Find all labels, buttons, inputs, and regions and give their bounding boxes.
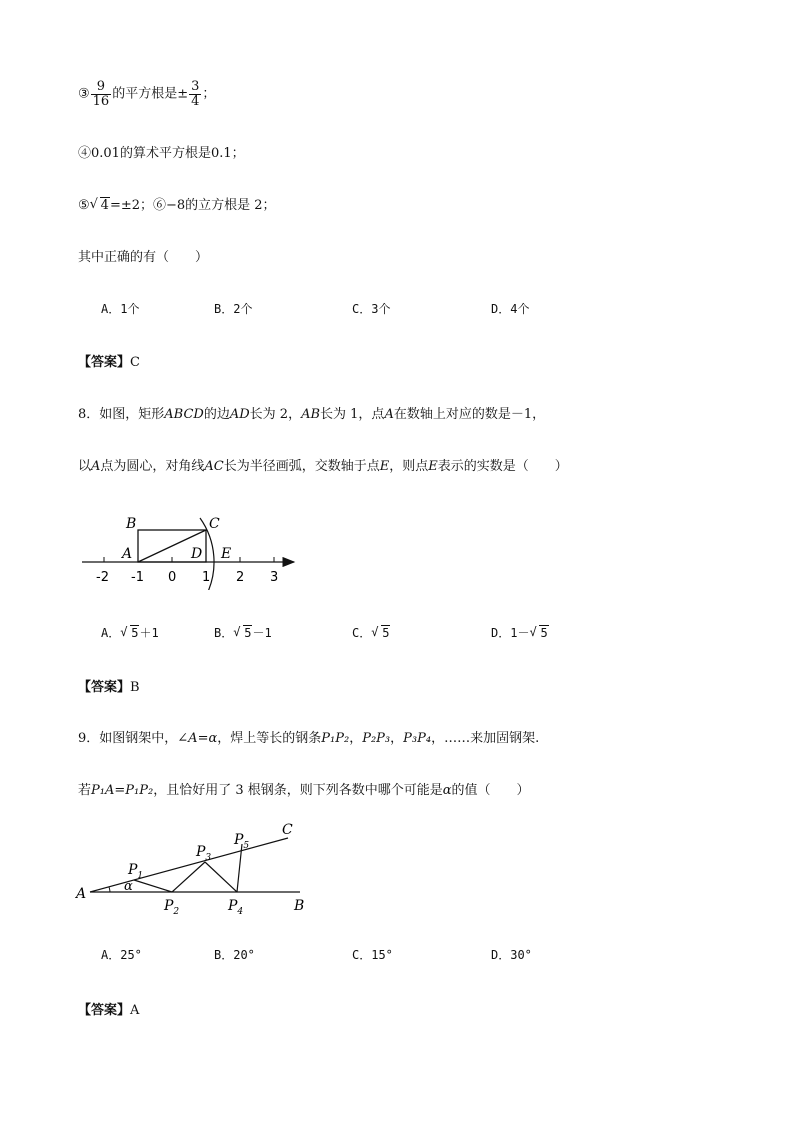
- q9-answer: 【答案】A: [78, 1003, 140, 1018]
- bar-p1p2: [134, 880, 172, 892]
- statement-3: ③ $\frac{9}{16}$ 的平方根是± $\frac{3}{4}$ ；: [78, 79, 216, 109]
- label-b: B: [126, 516, 137, 532]
- q7-option-a[interactable]: A．1个: [101, 302, 140, 316]
- tick-label: 1: [202, 570, 211, 585]
- q9-option-d[interactable]: D．30°: [491, 948, 532, 962]
- q8-option-b[interactable]: B．√ 5－1: [214, 624, 272, 641]
- statement-4: ④0.01的算术平方根是0.1；: [78, 146, 245, 161]
- q8-option-d[interactable]: D．1－√ 5: [491, 624, 549, 641]
- q9-option-a[interactable]: A．25°: [101, 948, 142, 962]
- statement-3-marker: ③: [78, 86, 90, 102]
- q8-line-1: 8．如图，矩形ABCD的边AD长为 2，AB长为 1，点A在数轴上对应的数是－1，: [78, 407, 546, 422]
- label-p4: $P_4$: [228, 898, 244, 917]
- q8-option-a[interactable]: A．√ 5＋1: [101, 624, 159, 641]
- statement-5-6: ⑤√ 4=±2；⑥−8的立方根是 2；: [78, 194, 276, 213]
- q9-option-b[interactable]: B．20°: [214, 948, 255, 962]
- fraction-3-4: $\frac{3}{4}$: [191, 79, 200, 109]
- bar-p3p4: [205, 862, 237, 892]
- label-p3: $P_3$: [196, 844, 212, 863]
- tick-label: 2: [236, 570, 245, 585]
- q7-option-b[interactable]: B．2个: [214, 302, 253, 316]
- question-prompt: 其中正确的有（ ）: [78, 250, 209, 265]
- bar-p2p3: [172, 862, 205, 892]
- label-d: D: [191, 546, 203, 562]
- tick-label: -2: [96, 570, 109, 585]
- angle-alpha-arc: [109, 887, 110, 892]
- label-c: C: [209, 516, 220, 532]
- q9-option-c[interactable]: C．15°: [352, 948, 393, 962]
- fraction-9-16: $\frac{9}{16}$: [92, 79, 110, 109]
- q9-answer-value: A: [130, 1003, 140, 1018]
- label-c: C: [282, 822, 293, 838]
- tick-label: 3: [270, 570, 279, 585]
- q8-figure: [80, 510, 310, 590]
- tick-label: -1: [131, 570, 144, 585]
- q8-answer-value: B: [130, 680, 140, 695]
- label-p5: $P_5$: [234, 832, 250, 851]
- tick-label: 0: [168, 570, 177, 585]
- label-p1: $P_1$: [128, 862, 144, 881]
- q9-figure: [72, 818, 332, 918]
- label-a: A: [122, 546, 133, 562]
- label-alpha: α: [124, 879, 133, 894]
- q8-option-c[interactable]: C．√ 5: [352, 624, 390, 641]
- label-p2: $P_2$: [164, 898, 180, 917]
- q7-option-c[interactable]: C．3个: [352, 302, 391, 316]
- label-e: E: [221, 546, 232, 562]
- label-b: B: [294, 898, 305, 914]
- statement-3-text: 的平方根是±: [112, 86, 189, 102]
- label-a: A: [76, 886, 87, 902]
- q9-line-1: 9．如图钢架中，∠A=α，焊上等长的钢条P₁P₂，P₂P₃，P₃P₄，……来加固钢架.: [78, 731, 540, 746]
- q7-option-d[interactable]: D．4个: [491, 302, 530, 316]
- q9-line-2: 若P₁A=P₁P₂，且恰好用了 3 根钢条，则下列各数中哪个可能是α的值（ ）: [78, 783, 530, 798]
- q8-line-2: 以A点为圆心，对角线AC长为半径画弧，交数轴于点E，则点E表示的实数是（ ）: [78, 459, 568, 474]
- q8-answer: 【答案】B: [78, 680, 140, 695]
- ray-ac: [90, 838, 288, 892]
- sqrt-4: √ 4: [90, 198, 110, 213]
- q7-answer-value: C: [130, 355, 140, 370]
- q7-answer: 【答案】C: [78, 355, 140, 370]
